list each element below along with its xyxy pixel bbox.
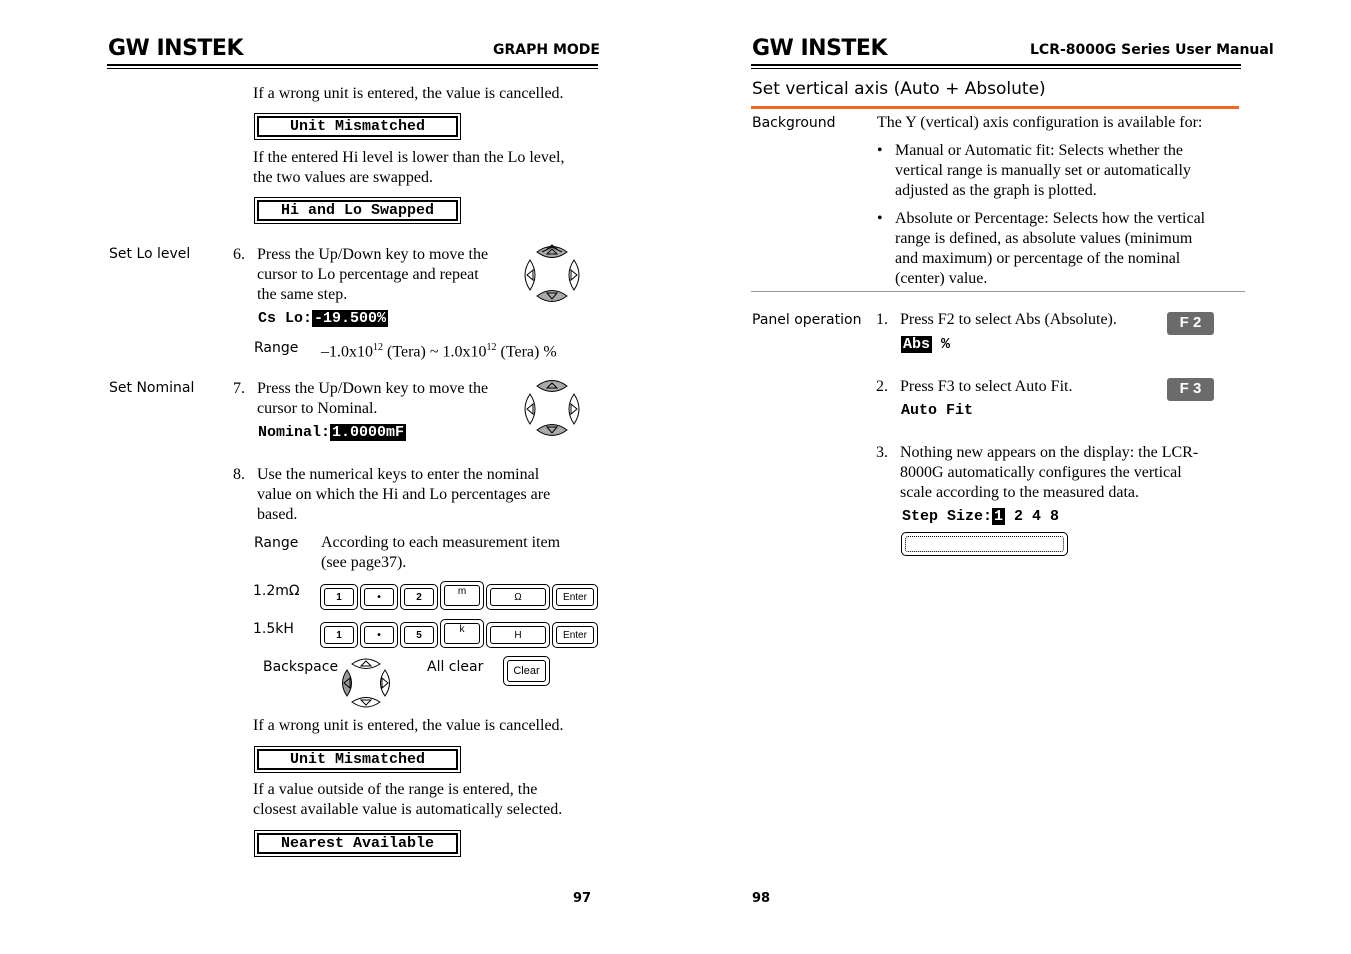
gwinstek-logo: GW INSTEK	[752, 36, 888, 61]
key-2: 2	[400, 584, 438, 610]
side-label-panel-operation: Panel operation	[752, 312, 862, 328]
step-text: cursor to Nominal.	[257, 400, 378, 417]
side-label-set-nominal: Set Nominal	[109, 380, 195, 396]
paragraph: If a value outside of the range is entered, the	[253, 781, 538, 798]
paragraph: the two values are swapped.	[253, 169, 433, 186]
page-number: 98	[752, 891, 771, 906]
key-1: 1	[320, 584, 358, 610]
paragraph: closest available value is automatically selected.	[253, 801, 563, 818]
abs-selected: Abs	[903, 336, 931, 353]
divider	[751, 291, 1245, 292]
lcd-message	[254, 197, 461, 224]
clear-key: Clear	[503, 656, 550, 686]
bullet-text: Manual or Automatic fit: Selects whether the	[895, 142, 1183, 159]
side-label-set-lo: Set Lo level	[109, 246, 191, 262]
key-dot: •	[360, 584, 398, 610]
bullet-text: vertical range is manually set or automatically	[895, 162, 1191, 179]
key-m: m	[440, 581, 484, 610]
step-size-label: Step Size:	[902, 508, 993, 525]
lcd-cs-lo-line	[258, 310, 388, 327]
key-5: 5	[400, 622, 438, 648]
range-label: Range	[254, 340, 299, 356]
step-text: value on which the Hi and Lo percentages are	[257, 486, 551, 503]
lcd-message	[254, 113, 461, 140]
step-text: Press F3 to select Auto Fit.	[900, 378, 1073, 395]
bullet-text: range is defined, as absolute values (minimum	[895, 230, 1193, 247]
step-size-selected: 1	[994, 508, 1004, 525]
paragraph: If the entered Hi level is lower than the Lo level,	[253, 149, 565, 166]
bullet-dot: •	[877, 210, 883, 227]
page-header-title: GRAPH MODE	[493, 42, 600, 58]
page-number: 97	[573, 891, 592, 906]
page-header-title: LCR-8000G Series User Manual	[1030, 42, 1274, 58]
paragraph: If a wrong unit is entered, the value is cancelled.	[253, 717, 564, 734]
lcd-auto-fit: Auto Fit	[901, 402, 974, 419]
lcd-message-text: Unit Mismatched	[257, 749, 458, 770]
step-text: scale according to the measured data.	[900, 484, 1139, 501]
key-h: H	[486, 622, 550, 648]
range-text: (see page37).	[321, 554, 407, 571]
f2-key-icon: F 2	[1167, 312, 1214, 335]
lcd-message-text: Unit Mismatched	[257, 116, 458, 137]
gwinstek-logo: GW INSTEK	[108, 36, 244, 61]
range-value: $-1.0x10^{12}$ (Tera) ~ $1.0x10^{12}$ (Tera) %	[321, 342, 557, 361]
step-text: based.	[257, 506, 298, 523]
pct-option: %	[941, 336, 951, 353]
key-enter: Enter	[552, 622, 598, 648]
step-number: 3.	[876, 444, 888, 461]
bullet-text: and maximum) or percentage of the nominal	[895, 250, 1181, 267]
nominal-label: Nominal:	[258, 424, 331, 441]
bullet-dot: •	[877, 142, 883, 159]
step-text: Press F2 to select Abs (Absolute).	[900, 311, 1117, 328]
step-number: 7.	[233, 380, 245, 397]
key-enter: Enter	[552, 584, 598, 610]
lcd-nominal-line	[258, 424, 406, 441]
backspace-label: Backspace	[263, 659, 339, 675]
key-dot: •	[360, 622, 398, 648]
section-title: Set vertical axis (Auto + Absolute)	[752, 79, 1046, 99]
step-text: Press the Up/Down key to move the	[257, 380, 489, 397]
range-text: According to each measurement item	[321, 534, 561, 551]
bullet-text: adjusted as the graph is plotted.	[895, 182, 1097, 199]
step-text: Press the Up/Down key to move the	[257, 246, 489, 263]
lcd-message-text: Nearest Available	[257, 833, 458, 854]
step-text: 8000G automatically configures the vertical	[900, 464, 1182, 481]
key-k: k	[440, 619, 484, 648]
paragraph: If a wrong unit is entered, the value is cancelled.	[253, 85, 564, 102]
header-rule	[107, 64, 598, 69]
lcd-abs-line	[901, 336, 950, 353]
key-1: 1	[320, 622, 358, 648]
direction-keypad-icon	[520, 243, 584, 307]
lcd-message	[254, 830, 461, 857]
step-text: cursor to Lo percentage and repeat	[257, 266, 479, 283]
header-rule	[751, 64, 1241, 69]
step-number: 1.	[876, 311, 888, 328]
lcd-message	[254, 746, 461, 773]
bullet-text: Absolute or Percentage: Selects how the vertical	[895, 210, 1206, 227]
direction-keypad-icon	[520, 377, 584, 441]
range-label: Range	[254, 535, 299, 551]
key-ohm: Ω	[486, 584, 550, 610]
lcd-message-text: Hi and Lo Swapped	[257, 200, 458, 221]
lcd-empty-box	[901, 532, 1068, 556]
example-label: 1.5kH	[253, 621, 294, 637]
step-number: 8.	[233, 466, 245, 483]
step-number: 6.	[233, 246, 245, 263]
f3-key-icon: F 3	[1167, 378, 1214, 401]
paragraph: The Y (vertical) axis configuration is available for:	[877, 114, 1203, 131]
cs-lo-value: -19.500%	[314, 310, 387, 327]
bullet-text: (center) value.	[895, 270, 988, 287]
step-text: the same step.	[257, 286, 348, 303]
cs-lo-label: Cs Lo:	[258, 310, 313, 327]
lcd-step-size-line	[902, 508, 1059, 525]
step-size-options: 2 4 8	[1014, 508, 1060, 525]
example-label: 1.2mΩ	[253, 583, 300, 599]
allclear-label: All clear	[427, 659, 484, 675]
side-label-background: Background	[752, 115, 836, 131]
section-title-rule	[751, 106, 1239, 109]
step-text: Nothing new appears on the display: the LCR-	[900, 444, 1199, 461]
step-text: Use the numerical keys to enter the nominal	[257, 466, 540, 483]
nominal-value: 1.0000mF	[332, 424, 405, 441]
step-number: 2.	[876, 378, 888, 395]
backspace-keypad-icon	[338, 656, 394, 710]
